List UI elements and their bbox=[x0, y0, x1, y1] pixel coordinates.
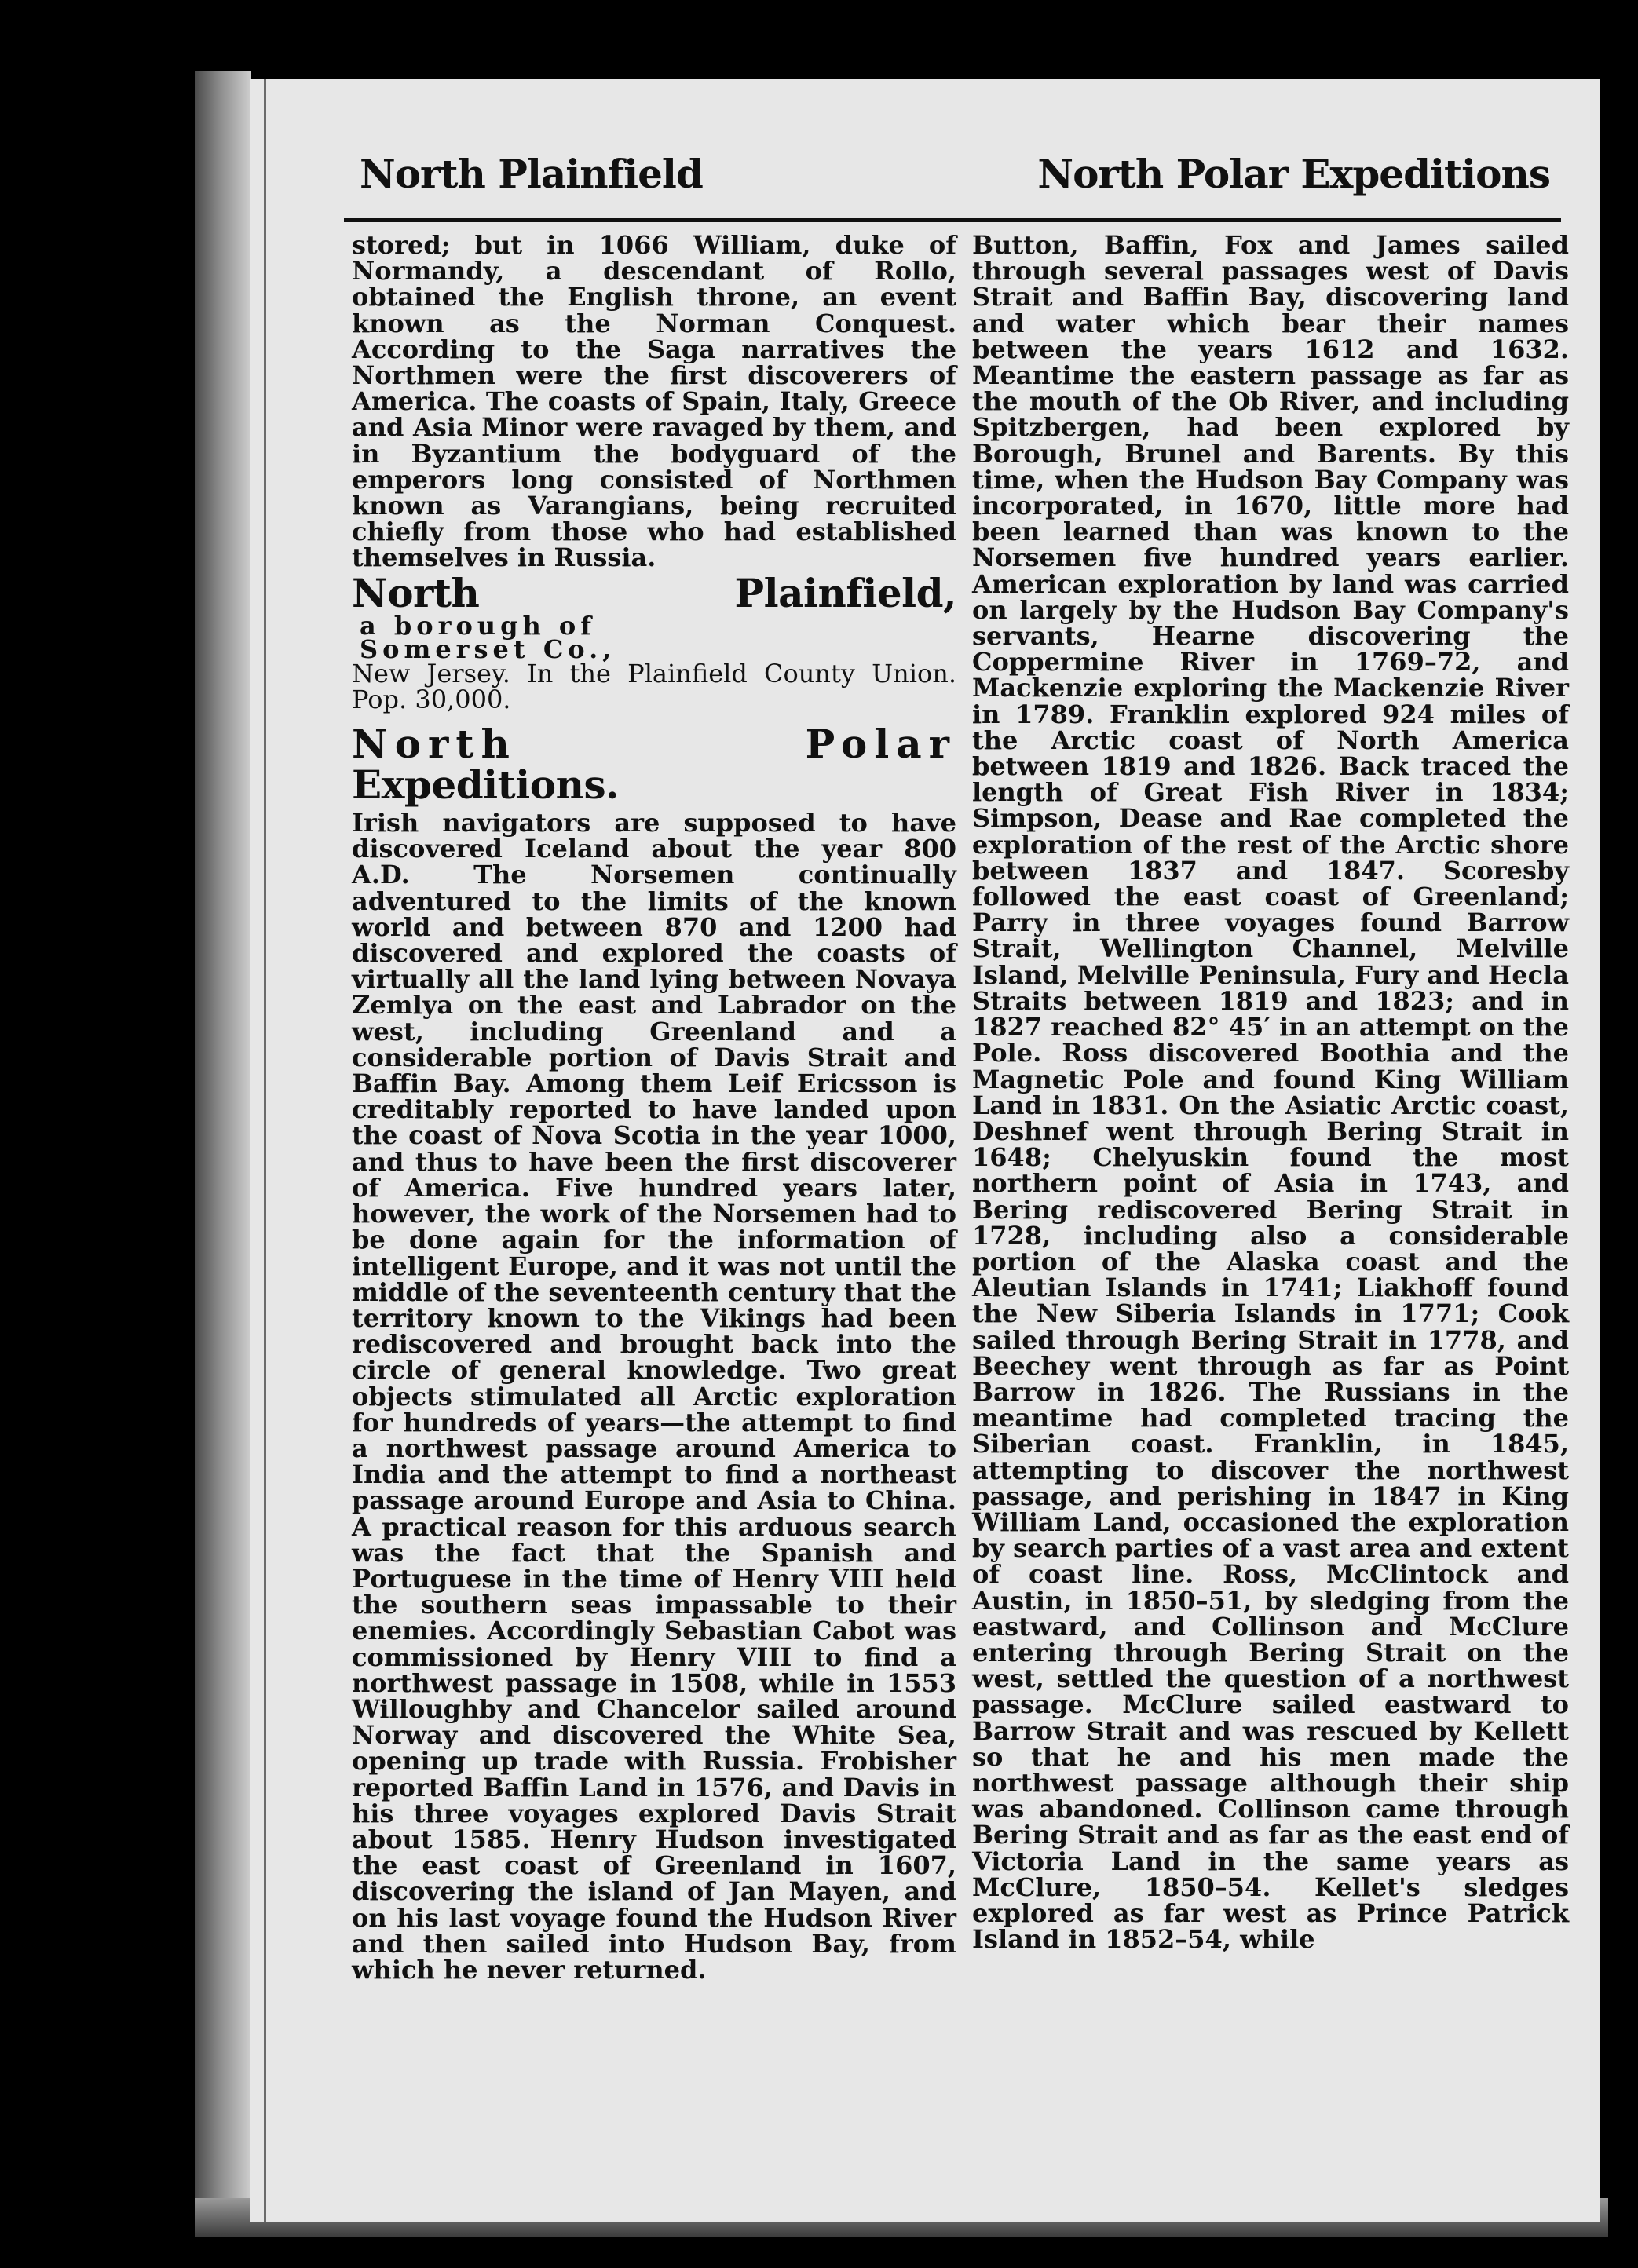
page-edge bbox=[264, 79, 266, 2222]
entry-body-north-plainfield: New Jersey. In the Plainfield County Union. Pop. 30,000. bbox=[352, 658, 956, 714]
entry-body-north-polar-right: Button, Baffin, Fox and James sailed through several passages west of Davis Strait and Baffin Bay, discovering land and water which bear their names between the years 1612 and 1632. Meantime the eastern passage as far as the mouth of the Ob River, and including Spitzbergen, had been explored by Borough, Brunel and Barents. By this time, when the Hudson Bay Company was incorporated, in 1670, little more had been learned than was known to the Norsemen five hundred years earlier. American exploration by land was carried on largely by the Hudson Bay Company's servants, Hearne discovering the Coppermine River in 1769–72, and Mackenzie exploring the Mackenzie River in 1789. Franklin explored 924 miles of the Arctic coast of North America between 1819 and 1826. Back traced the length of Great Fish River in 1834; Simpson, Dease and Rae completed the exploration of the rest of the Arctic shore between 1837 and 1847. Scoresby followed the east coast of Greenland; Parry in three voyages found Barrow Strait, Wellington Channel, Melville Island, Melville Peninsula, Fury and Hecla Straits between 1819 and 1823; and in 1827 reached 82° 45′ in an attempt on the Pole. Ross discovered Boothia and the Magnetic Pole and found King William Land in 1831. On the Asiatic Arctic coast, Deshnef went through Bering Strait in 1648; Chelyuskin found the most northern point of Asia in 1743, and Bering rediscovered Bering Strait in 1728, including also a considerable portion of the Alaska coast and the Aleutian Islands in 1741; Liakhoff found the New Siberia Islands in 1771; Cook sailed through Bering Strait in 1778, and Beechey went through as far as Point Barrow in 1826. The Russians in the meantime had completed tracing the Siberian coast. Franklin, in 1845, attempting to discover the northwest passage, and perishing in 1847 in King William Land, occasioned the exploration by search parties of a vast area and extent of coast line. Ross, McClintock and Austin, in 1850–51, by sledging from the eastward, and Collinson and McClure entering through Bering Strait on the west, settled the question of a northwest passage. McClure sailed eastward to Barrow Strait and was rescued by Kellett so that he and his men made the northwest passage although their ship was abandoned. Collinson came through Bering Strait and as far as the east end of Victoria Land in the same years as McClure, 1850–54. Kellet's sledges explored as far west as Prince Patrick Island in 1852–54, while bbox=[972, 230, 1569, 1955]
column-left bbox=[352, 232, 956, 1983]
entry-north-plainfield bbox=[352, 569, 956, 714]
entry-title-north-polar-expeditions bbox=[352, 721, 956, 809]
entry-desc-block bbox=[360, 610, 616, 664]
running-header bbox=[360, 151, 1550, 198]
entry-title-north-plainfield: North Plainfield, bbox=[352, 569, 956, 616]
book-page bbox=[250, 79, 1600, 2222]
header-right: North Polar Expeditions bbox=[1037, 151, 1550, 197]
entry-title-part2: Expeditions. bbox=[352, 761, 619, 809]
header-left: North Plainfield bbox=[360, 151, 703, 197]
entry-desc-line2: Somerset Co., bbox=[360, 634, 616, 664]
scan-margin-left bbox=[195, 71, 251, 2214]
continued-paragraph: stored; but in 1066 William, duke of Normandy, a descendant of Rollo, obtained the English throne, an event known as the Norman Conquest. According to the Saga narratives the Northmen were the first discoverers of America. The coasts of Spain, Italy, Greece and Asia Minor were ravaged by them, and in Byzantium the bodyguard of the emperors long consisted of Northmen known as Varangians, being recruited chiefly from those who had established themselves in Russia. bbox=[352, 230, 956, 573]
entry-title-part1: North Polar bbox=[352, 721, 956, 768]
entry-desc-line1: a borough of bbox=[360, 610, 596, 641]
entry-body-north-polar-left: Irish navigators are supposed to have discovered Iceland about the year 800 A.D. The Norsemen continually adventured to the limits of the known world and between 870 and 1200 had discovered and explored the coasts of virtually all the land lying between Novaya Zemlya on the east and Labrador on the west, including Greenland and a considerable portion of Davis Strait and Baffin Bay. Among them Leif Ericsson is creditably reported to have landed upon the coast of Nova Scotia in the year 1000, and thus to have been the first discoverer of America. Five hundred years later, however, the work of the Norsemen had to be done again for the information of intelligent Europe, and it was not until the middle of the seventeenth century that the territory known to the Vikings had been rediscovered and brought back into the circle of general knowledge. Two great objects stimulated all Arctic exploration for hundreds of years—the attempt to find a northwest passage around America to India and the attempt to find a northeast passage around Europe and Asia to China. A practical reason for this arduous search was the fact that the Spanish and Portuguese in the time of Henry VIII held the southern seas impassable to their enemies. Accordingly Sebastian Cabot was commissioned by Henry VIII to find a northwest passage in 1508, while in 1553 Willoughby and Chancelor sailed around Norway and discovered the White Sea, opening up trade with Russia. Frobisher reported Baffin Land in 1576, and Davis in his three voyages explored Davis Strait about 1585. Henry Hudson investigated the east coast of Greenland in 1607, discovering the island of Jan Mayen, and on his last voyage found the Hudson River and then sailed into Hudson Bay, from which he never returned. bbox=[352, 808, 956, 1985]
header-rule bbox=[344, 218, 1561, 222]
column-right bbox=[972, 230, 1569, 1955]
